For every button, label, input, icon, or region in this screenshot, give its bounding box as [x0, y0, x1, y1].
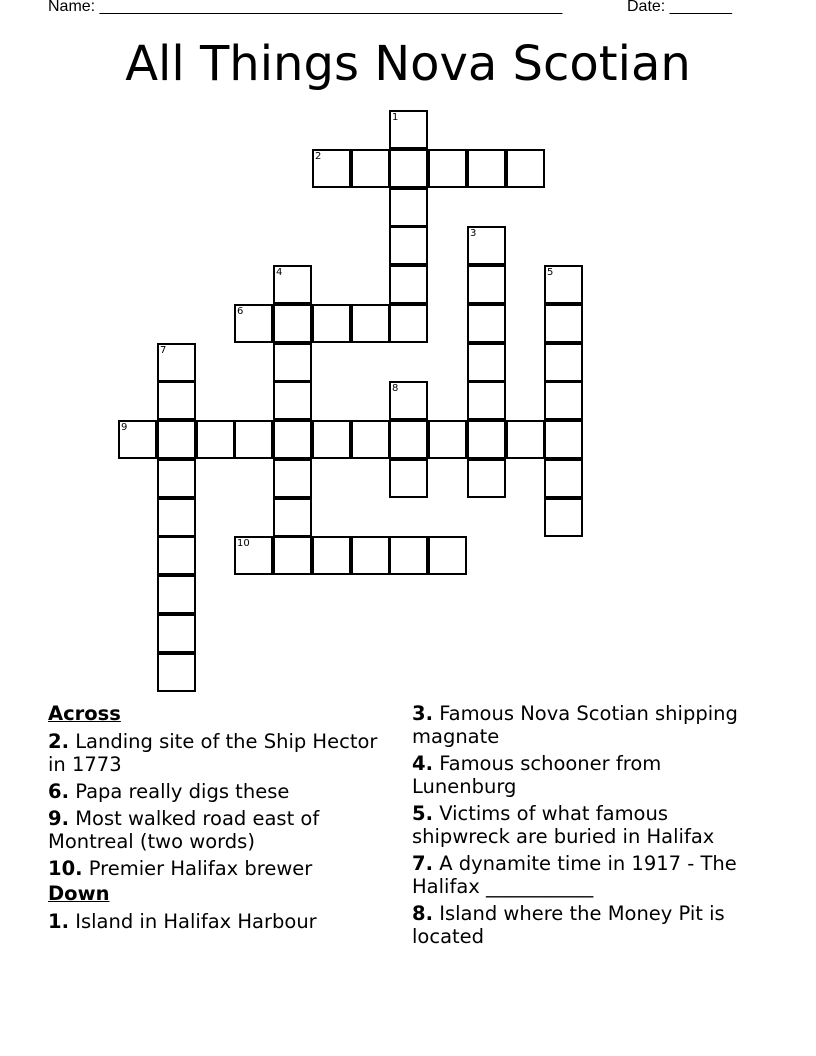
crossword-cell[interactable]: [428, 149, 467, 188]
clue-down-8: [412, 902, 752, 948]
clue-down-3: [412, 702, 752, 748]
clue-number-label: 9: [121, 422, 128, 433]
crossword-cell[interactable]: [273, 343, 312, 382]
clue-number: 4.: [412, 752, 433, 775]
clue-number: 8.: [412, 902, 433, 925]
crossword-cell[interactable]: [544, 459, 583, 498]
clue-number: 2.: [48, 730, 69, 753]
clue-number: 3.: [412, 702, 433, 725]
crossword-cell[interactable]: [467, 265, 506, 304]
crossword-cell[interactable]: [157, 381, 196, 420]
crossword-cell[interactable]: [467, 381, 506, 420]
crossword-cell[interactable]: [157, 420, 196, 459]
crossword-cell[interactable]: [389, 420, 428, 459]
down-heading: Down: [48, 882, 110, 905]
crossword-cell[interactable]: [312, 304, 351, 343]
crossword-cell[interactable]: [389, 381, 428, 420]
clue-text: Landing site of the Ship Hector in 1773: [48, 730, 378, 776]
crossword-cell[interactable]: [389, 149, 428, 188]
crossword-cell[interactable]: [157, 575, 196, 614]
across-heading: Across: [48, 702, 121, 725]
crossword-cell[interactable]: [389, 304, 428, 343]
crossword-cell[interactable]: [506, 149, 545, 188]
crossword-cell[interactable]: [467, 420, 506, 459]
clue-number: 7.: [412, 852, 433, 875]
clue-down-5: [412, 802, 752, 848]
clue-number-label: 5: [547, 267, 554, 278]
crossword-cell[interactable]: [312, 149, 351, 188]
crossword-cell[interactable]: [157, 614, 196, 653]
crossword-cell[interactable]: [389, 536, 428, 575]
clue-down-1: [48, 910, 378, 933]
crossword-cell[interactable]: [544, 343, 583, 382]
crossword-cell[interactable]: [389, 226, 428, 265]
crossword-cell[interactable]: [312, 536, 351, 575]
crossword-cell[interactable]: [234, 420, 273, 459]
clue-text: Island where the Money Pit is located: [412, 902, 725, 948]
clue-number-label: 4: [276, 267, 283, 278]
name-field-label: Name: ____________________________________________________: [48, 0, 563, 15]
crossword-cell[interactable]: [234, 536, 273, 575]
crossword-cell[interactable]: [544, 498, 583, 537]
crossword-cell[interactable]: [157, 343, 196, 382]
crossword-cell[interactable]: [389, 188, 428, 227]
clue-number-label: 2: [315, 151, 322, 162]
crossword-cell[interactable]: [273, 459, 312, 498]
crossword-cell[interactable]: [467, 304, 506, 343]
crossword-cell[interactable]: [428, 420, 467, 459]
clue-across-6: [48, 780, 378, 803]
crossword-cell[interactable]: [389, 459, 428, 498]
crossword-cell[interactable]: [351, 420, 390, 459]
crossword-cell[interactable]: [467, 149, 506, 188]
crossword-cell[interactable]: [428, 536, 467, 575]
crossword-cell[interactable]: [312, 420, 351, 459]
crossword-cell[interactable]: [273, 420, 312, 459]
crossword-cell[interactable]: [273, 498, 312, 537]
clue-across-9: [48, 807, 378, 853]
crossword-cell[interactable]: [467, 459, 506, 498]
clue-number: 5.: [412, 802, 433, 825]
crossword-cell[interactable]: [351, 536, 390, 575]
clue-number-label: 1: [392, 112, 399, 123]
clue-number-label: 10: [237, 538, 250, 549]
crossword-cell[interactable]: [157, 536, 196, 575]
clue-text: Famous schooner from Lunenburg: [412, 752, 662, 798]
crossword-cell[interactable]: [467, 343, 506, 382]
clue-number: 1.: [48, 910, 69, 933]
clues-right-column: [412, 702, 752, 952]
clue-number-label: 7: [160, 345, 167, 356]
crossword-cell[interactable]: [273, 381, 312, 420]
clue-text: Premier Halifax brewer: [88, 857, 313, 880]
crossword-cell[interactable]: [389, 265, 428, 304]
crossword-cell[interactable]: [351, 149, 390, 188]
crossword-cell[interactable]: [157, 498, 196, 537]
clue-number-label: 8: [392, 383, 399, 394]
clue-number: 10.: [48, 857, 83, 880]
crossword-cell[interactable]: [273, 265, 312, 304]
crossword-cell[interactable]: [196, 420, 235, 459]
clue-text: A dynamite time in 1917 - The Halifax ___________: [412, 852, 737, 898]
crossword-cell[interactable]: [506, 420, 545, 459]
clue-number-label: 3: [470, 228, 477, 239]
crossword-cell[interactable]: [157, 653, 196, 692]
crossword-cell[interactable]: [273, 304, 312, 343]
clue-text: Island in Halifax Harbour: [75, 910, 317, 933]
crossword-cell[interactable]: [544, 420, 583, 459]
crossword-cell[interactable]: [118, 420, 157, 459]
crossword-cell[interactable]: [389, 110, 428, 149]
clue-text: Papa really digs these: [75, 780, 290, 803]
crossword-cell[interactable]: [544, 381, 583, 420]
clue-down-7: [412, 852, 752, 898]
clue-number: 6.: [48, 780, 69, 803]
clues-left-column: [48, 702, 378, 937]
crossword-cell[interactable]: [273, 536, 312, 575]
crossword-cell[interactable]: [544, 265, 583, 304]
clue-text: Most walked road east of Montreal (two words): [48, 807, 320, 853]
page-title: All Things Nova Scotian: [125, 36, 691, 92]
date-field-label: Date: _______: [627, 0, 732, 15]
crossword-cell[interactable]: [351, 304, 390, 343]
crossword-cell[interactable]: [157, 459, 196, 498]
clue-across-10: [48, 857, 378, 880]
clue-number-label: 6: [237, 306, 244, 317]
crossword-cell[interactable]: [544, 304, 583, 343]
crossword-cell[interactable]: [234, 304, 273, 343]
clue-down-4: [412, 752, 752, 798]
clue-text: Victims of what famous shipwreck are buried in Halifax: [412, 802, 715, 848]
crossword-cell[interactable]: [467, 226, 506, 265]
clue-number: 9.: [48, 807, 69, 830]
clue-across-2: [48, 730, 378, 776]
clue-text: Famous Nova Scotian shipping magnate: [412, 702, 738, 748]
